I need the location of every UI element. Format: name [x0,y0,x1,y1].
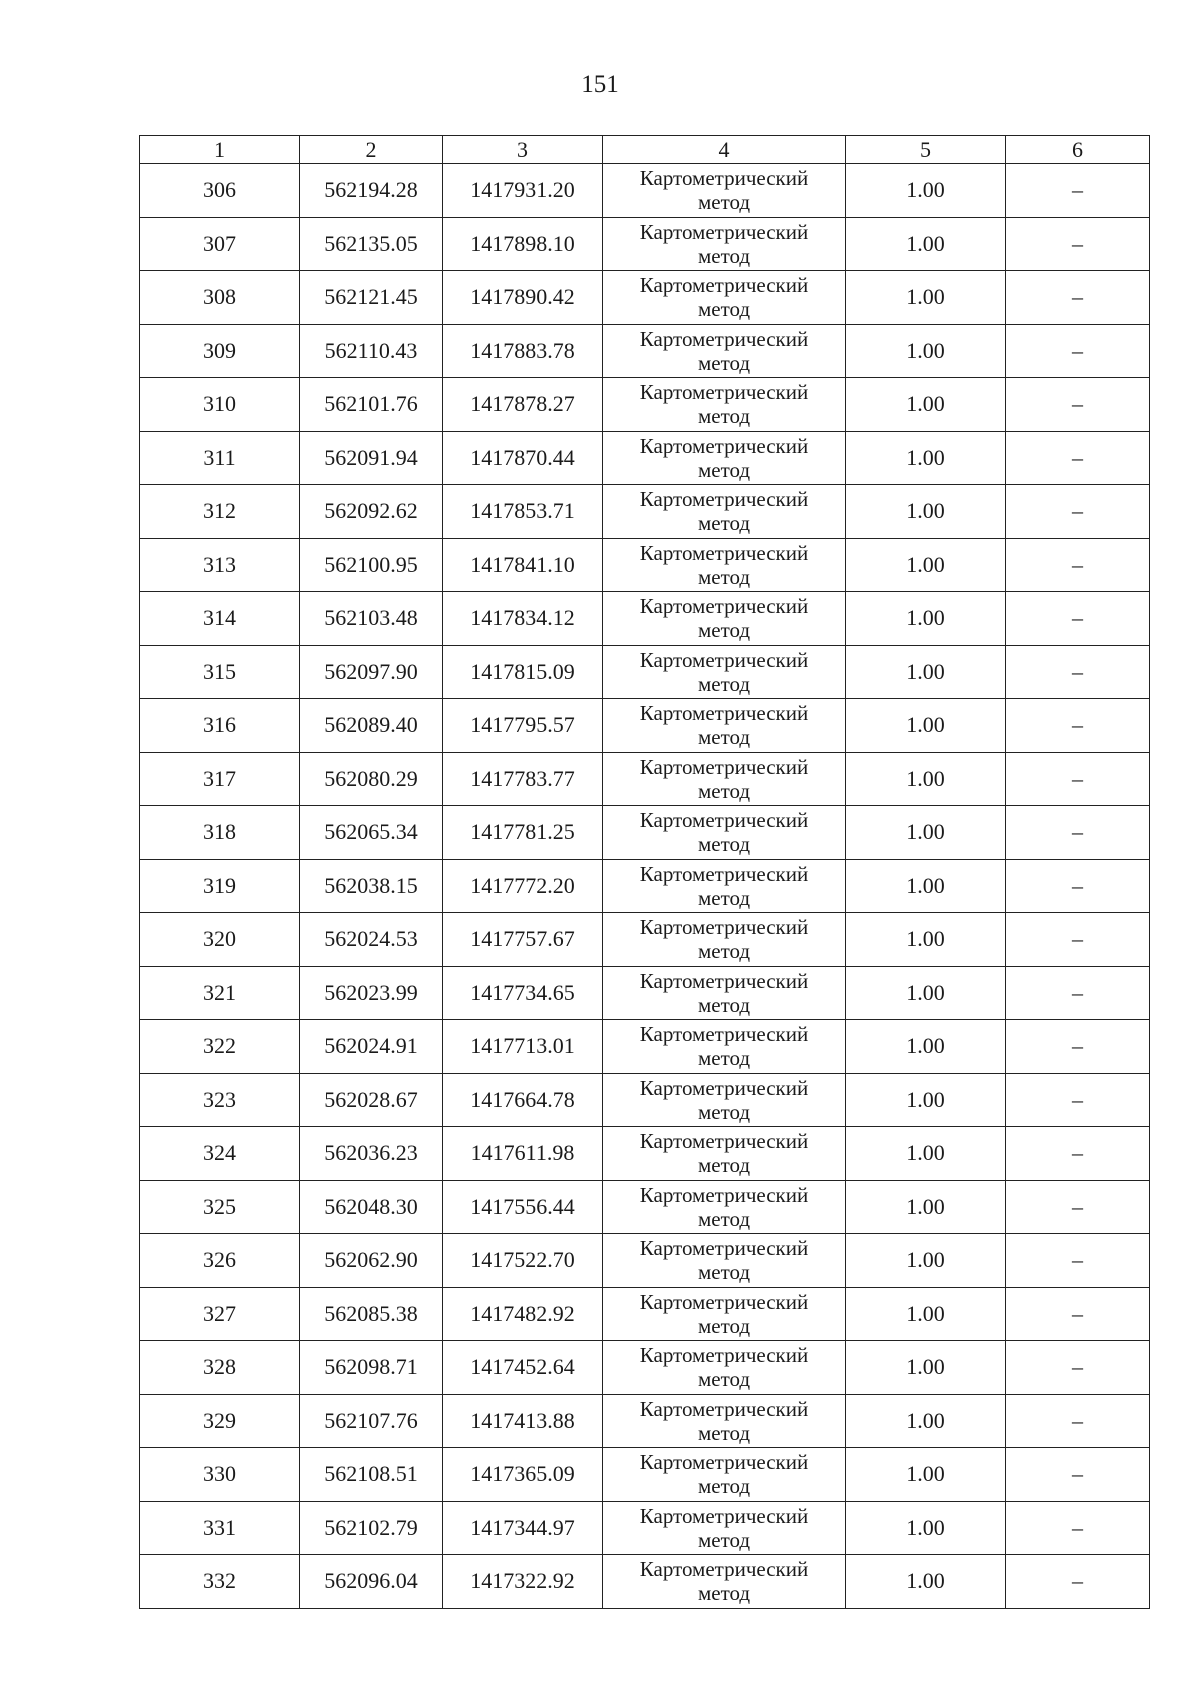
x-coordinate-cell: 562121.45 [300,271,443,325]
table-row [140,1020,1150,1074]
method-line-1: Картометрический [639,326,809,351]
y-coordinate-cell: 1417898.10 [443,217,603,271]
accuracy-cell: 1.00 [846,913,1006,967]
method-cell [603,1501,846,1555]
method-cell [603,1234,846,1288]
note-cell: – [1006,431,1150,485]
table-row [140,913,1150,967]
accuracy-cell: 1.00 [846,1234,1006,1288]
table-row [140,645,1150,699]
method-line-1: Картометрический [639,166,809,191]
point-number-cell: 311 [140,431,300,485]
method-line-1: Картометрический [639,968,809,993]
method-cell [603,806,846,860]
accuracy-cell: 1.00 [846,966,1006,1020]
method-line-2: метод [697,1206,751,1231]
accuracy-cell: 1.00 [846,1180,1006,1234]
y-coordinate-cell: 1417870.44 [443,431,603,485]
method-cell [603,1127,846,1181]
note-cell: – [1006,592,1150,646]
note-cell: – [1006,538,1150,592]
method-line-1: Картометрический [639,1503,809,1528]
method-line-2: метод [697,832,751,857]
point-number-cell: 312 [140,485,300,539]
method-line-1: Картометрический [639,808,809,833]
x-coordinate-cell: 562107.76 [300,1394,443,1448]
table-row [140,164,1150,218]
method-line-1: Картометрический [639,540,809,565]
note-cell: – [1006,1287,1150,1341]
y-coordinate-cell: 1417322.92 [443,1555,603,1609]
method-line-1: Картометрический [639,1022,809,1047]
method-line-1: Картометрический [639,1289,809,1314]
header-cell-2: 2 [300,136,443,164]
y-coordinate-cell: 1417772.20 [443,859,603,913]
accuracy-cell: 1.00 [846,859,1006,913]
note-cell: – [1006,645,1150,699]
header-cell-1: 1 [140,136,300,164]
y-coordinate-cell: 1417413.88 [443,1394,603,1448]
method-cell [603,164,846,218]
x-coordinate-cell: 562085.38 [300,1287,443,1341]
table-row [140,1234,1150,1288]
point-number-cell: 318 [140,806,300,860]
note-cell: – [1006,324,1150,378]
table-body [140,164,1150,1609]
method-cell [603,485,846,539]
note-cell: – [1006,271,1150,325]
x-coordinate-cell: 562038.15 [300,859,443,913]
accuracy-cell: 1.00 [846,1501,1006,1555]
y-coordinate-cell: 1417482.92 [443,1287,603,1341]
header-cell-5: 5 [846,136,1006,164]
accuracy-cell: 1.00 [846,1287,1006,1341]
y-coordinate-cell: 1417664.78 [443,1073,603,1127]
table-row [140,538,1150,592]
method-line-1: Картометрический [639,1182,809,1207]
y-coordinate-cell: 1417815.09 [443,645,603,699]
accuracy-cell: 1.00 [846,324,1006,378]
table-row [140,1555,1150,1609]
accuracy-cell: 1.00 [846,752,1006,806]
method-cell [603,431,846,485]
point-number-cell: 332 [140,1555,300,1609]
note-cell: – [1006,1555,1150,1609]
accuracy-cell: 1.00 [846,1555,1006,1609]
point-number-cell: 307 [140,217,300,271]
method-line-1: Картометрический [639,1236,809,1261]
y-coordinate-cell: 1417757.67 [443,913,603,967]
y-coordinate-cell: 1417344.97 [443,1501,603,1555]
point-number-cell: 315 [140,645,300,699]
header-row [140,136,1150,164]
method-line-1: Картометрический [639,1075,809,1100]
method-line-2: метод [697,564,751,589]
x-coordinate-cell: 562092.62 [300,485,443,539]
note-cell: – [1006,1501,1150,1555]
method-line-2: метод [697,350,751,375]
method-line-2: метод [697,992,751,1017]
method-cell [603,1448,846,1502]
method-line-2: метод [697,457,751,482]
method-line-1: Картометрический [639,433,809,458]
y-coordinate-cell: 1417834.12 [443,592,603,646]
note-cell: – [1006,1073,1150,1127]
method-cell [603,699,846,753]
x-coordinate-cell: 562024.53 [300,913,443,967]
y-coordinate-cell: 1417853.71 [443,485,603,539]
x-coordinate-cell: 562097.90 [300,645,443,699]
note-cell: – [1006,1234,1150,1288]
method-line-2: метод [697,1581,751,1606]
accuracy-cell: 1.00 [846,699,1006,753]
accuracy-cell: 1.00 [846,378,1006,432]
point-number-cell: 328 [140,1341,300,1395]
method-line-1: Картометрический [639,1450,809,1475]
accuracy-cell: 1.00 [846,592,1006,646]
accuracy-cell: 1.00 [846,1127,1006,1181]
table-row [140,1341,1150,1395]
table-row [140,1501,1150,1555]
y-coordinate-cell: 1417452.64 [443,1341,603,1395]
method-line-1: Картометрический [639,487,809,512]
method-line-2: метод [697,1099,751,1124]
method-cell [603,859,846,913]
table-row [140,752,1150,806]
x-coordinate-cell: 562065.34 [300,806,443,860]
method-line-2: метод [697,1367,751,1392]
x-coordinate-cell: 562100.95 [300,538,443,592]
accuracy-cell: 1.00 [846,1394,1006,1448]
table-row [140,1073,1150,1127]
method-cell [603,592,846,646]
header-cell-4: 4 [603,136,846,164]
method-line-1: Картометрический [639,219,809,244]
x-coordinate-cell: 562062.90 [300,1234,443,1288]
y-coordinate-cell: 1417883.78 [443,324,603,378]
method-line-2: метод [697,297,751,322]
y-coordinate-cell: 1417795.57 [443,699,603,753]
method-line-2: метод [697,885,751,910]
note-cell: – [1006,752,1150,806]
y-coordinate-cell: 1417781.25 [443,806,603,860]
note-cell: – [1006,966,1150,1020]
x-coordinate-cell: 562036.23 [300,1127,443,1181]
note-cell: – [1006,1394,1150,1448]
table-row [140,1287,1150,1341]
note-cell: – [1006,699,1150,753]
method-line-1: Картометрический [639,754,809,779]
accuracy-cell: 1.00 [846,431,1006,485]
method-cell [603,966,846,1020]
accuracy-cell: 1.00 [846,1020,1006,1074]
y-coordinate-cell: 1417556.44 [443,1180,603,1234]
method-cell [603,752,846,806]
y-coordinate-cell: 1417611.98 [443,1127,603,1181]
x-coordinate-cell: 562101.76 [300,378,443,432]
method-cell [603,324,846,378]
method-line-2: метод [697,1313,751,1338]
accuracy-cell: 1.00 [846,806,1006,860]
method-cell [603,1394,846,1448]
method-cell [603,1020,846,1074]
note-cell: – [1006,913,1150,967]
note-cell: – [1006,806,1150,860]
method-line-2: метод [697,243,751,268]
method-cell [603,1073,846,1127]
x-coordinate-cell: 562102.79 [300,1501,443,1555]
point-number-cell: 316 [140,699,300,753]
note-cell: – [1006,1020,1150,1074]
x-coordinate-cell: 562103.48 [300,592,443,646]
method-line-1: Картометрический [639,273,809,298]
table-row [140,324,1150,378]
method-cell [603,1180,846,1234]
x-coordinate-cell: 562194.28 [300,164,443,218]
table-row [140,271,1150,325]
accuracy-cell: 1.00 [846,271,1006,325]
point-number-cell: 324 [140,1127,300,1181]
point-number-cell: 317 [140,752,300,806]
table-row [140,431,1150,485]
point-number-cell: 310 [140,378,300,432]
x-coordinate-cell: 562023.99 [300,966,443,1020]
header-cell-3: 3 [443,136,603,164]
table-row [140,806,1150,860]
x-coordinate-cell: 562091.94 [300,431,443,485]
method-line-1: Картометрический [639,861,809,886]
method-cell [603,645,846,699]
method-line-2: метод [697,1420,751,1445]
table-row [140,592,1150,646]
method-line-2: метод [697,671,751,696]
method-line-2: метод [697,1474,751,1499]
method-line-2: метод [697,511,751,536]
method-line-1: Картометрический [639,647,809,672]
point-number-cell: 309 [140,324,300,378]
method-line-2: метод [697,1260,751,1285]
method-cell [603,1287,846,1341]
note-cell: – [1006,859,1150,913]
table-row [140,859,1150,913]
method-cell [603,378,846,432]
page-number: 151 [581,71,619,98]
accuracy-cell: 1.00 [846,1341,1006,1395]
header-cell-6: 6 [1006,136,1150,164]
method-line-2: метод [697,1527,751,1552]
table-row [140,217,1150,271]
x-coordinate-cell: 562024.91 [300,1020,443,1074]
point-number-cell: 330 [140,1448,300,1502]
y-coordinate-cell: 1417734.65 [443,966,603,1020]
table-row [140,966,1150,1020]
table-row [140,1448,1150,1502]
point-number-cell: 321 [140,966,300,1020]
x-coordinate-cell: 562048.30 [300,1180,443,1234]
table-row [140,378,1150,432]
accuracy-cell: 1.00 [846,485,1006,539]
method-line-1: Картометрический [639,380,809,405]
accuracy-cell: 1.00 [846,217,1006,271]
x-coordinate-cell: 562135.05 [300,217,443,271]
y-coordinate-cell: 1417783.77 [443,752,603,806]
x-coordinate-cell: 562028.67 [300,1073,443,1127]
note-cell: – [1006,164,1150,218]
method-line-2: метод [697,939,751,964]
y-coordinate-cell: 1417713.01 [443,1020,603,1074]
table-row [140,1394,1150,1448]
method-line-2: метод [697,618,751,643]
note-cell: – [1006,1127,1150,1181]
point-number-cell: 329 [140,1394,300,1448]
point-number-cell: 331 [140,1501,300,1555]
table-row [140,1180,1150,1234]
x-coordinate-cell: 562080.29 [300,752,443,806]
method-cell [603,1341,846,1395]
method-cell [603,217,846,271]
method-line-1: Картометрический [639,1343,809,1368]
method-line-2: метод [697,404,751,429]
point-number-cell: 326 [140,1234,300,1288]
note-cell: – [1006,485,1150,539]
accuracy-cell: 1.00 [846,1448,1006,1502]
accuracy-cell: 1.00 [846,164,1006,218]
point-number-cell: 306 [140,164,300,218]
method-cell [603,913,846,967]
point-number-cell: 327 [140,1287,300,1341]
note-cell: – [1006,378,1150,432]
method-line-1: Картометрический [639,701,809,726]
y-coordinate-cell: 1417522.70 [443,1234,603,1288]
note-cell: – [1006,217,1150,271]
x-coordinate-cell: 562110.43 [300,324,443,378]
accuracy-cell: 1.00 [846,645,1006,699]
method-line-2: метод [697,1046,751,1071]
x-coordinate-cell: 562108.51 [300,1448,443,1502]
point-number-cell: 308 [140,271,300,325]
method-line-1: Картометрический [639,1396,809,1421]
method-line-2: метод [697,1153,751,1178]
x-coordinate-cell: 562089.40 [300,699,443,753]
table-row [140,485,1150,539]
y-coordinate-cell: 1417841.10 [443,538,603,592]
table-row [140,699,1150,753]
point-number-cell: 314 [140,592,300,646]
point-number-cell: 320 [140,913,300,967]
method-cell [603,1555,846,1609]
method-line-2: метод [697,778,751,803]
y-coordinate-cell: 1417890.42 [443,271,603,325]
method-cell [603,538,846,592]
method-line-1: Картометрический [639,1557,809,1582]
method-line-1: Картометрический [639,1129,809,1154]
note-cell: – [1006,1180,1150,1234]
method-line-1: Картометрический [639,915,809,940]
accuracy-cell: 1.00 [846,538,1006,592]
y-coordinate-cell: 1417931.20 [443,164,603,218]
accuracy-cell: 1.00 [846,1073,1006,1127]
y-coordinate-cell: 1417365.09 [443,1448,603,1502]
note-cell: – [1006,1341,1150,1395]
point-number-cell: 323 [140,1073,300,1127]
note-cell: – [1006,1448,1150,1502]
y-coordinate-cell: 1417878.27 [443,378,603,432]
x-coordinate-cell: 562096.04 [300,1555,443,1609]
method-line-2: метод [697,190,751,215]
method-line-2: метод [697,725,751,750]
point-number-cell: 313 [140,538,300,592]
method-line-1: Картометрический [639,594,809,619]
x-coordinate-cell: 562098.71 [300,1341,443,1395]
table-header [140,136,1150,164]
point-number-cell: 319 [140,859,300,913]
coordinates-table [139,135,1150,1609]
table-row [140,1127,1150,1181]
point-number-cell: 325 [140,1180,300,1234]
point-number-cell: 322 [140,1020,300,1074]
method-cell [603,271,846,325]
